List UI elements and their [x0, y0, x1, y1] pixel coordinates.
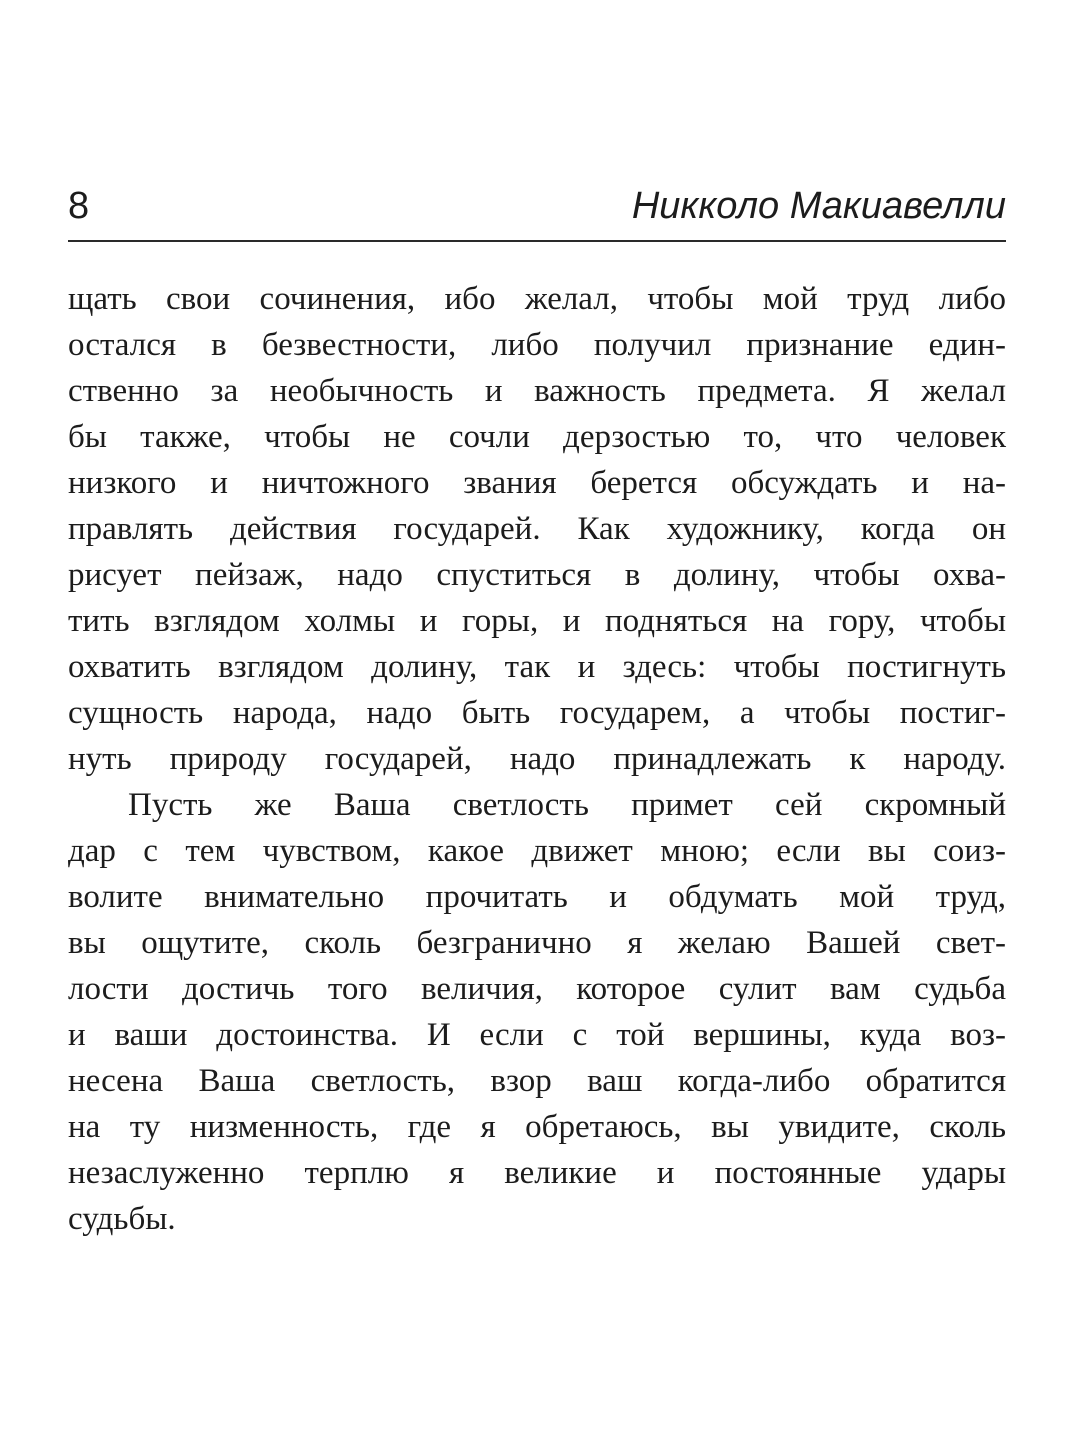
text-line: вы ощутите, сколь безгранично я желаю Вашей свет- [68, 925, 1006, 961]
text-line: и ваши достоинства. И если с той вершины, куда воз- [68, 1017, 1006, 1053]
text-line: дар с тем чувством, какое движет мною; если вы соиз- [68, 833, 1006, 869]
text-line: нуть природу государей, надо принадлежать к народу. [68, 741, 1006, 777]
paragraph-2 [68, 782, 1006, 1242]
text-line: тить взглядом холмы и горы, и подняться на гору, чтобы [68, 603, 1006, 639]
text-line: рисует пейзаж, надо спуститься в долину, чтобы охва- [68, 557, 1006, 593]
paragraph-1 [68, 276, 1006, 782]
text-line: судьбы. [68, 1201, 176, 1237]
text-line: остался в безвестности, либо получил признание един- [68, 327, 1006, 363]
text-line: щать свои сочинения, ибо желал, чтобы мой труд либо [68, 281, 1006, 317]
text-line: охватить взглядом долину, так и здесь: чтобы постигнуть [68, 649, 1006, 685]
text-line: низкого и ничтожного звания берется обсуждать и на- [68, 465, 1006, 501]
running-header-author: Никколо Макиавелли [631, 185, 1006, 227]
running-header [68, 178, 1006, 242]
body-text [68, 276, 1006, 1242]
text-line: ственно за необычность и важность предмета. Я желал [68, 373, 1006, 409]
text-line: волите внимательно прочитать и обдумать мой труд, [68, 879, 1006, 915]
text-line: несена Ваша светлость, взор ваш когда-либо обратится [68, 1063, 1006, 1099]
text-line: на ту низменность, где я обретаюсь, вы увидите, сколь [68, 1109, 1006, 1145]
text-line: бы также, чтобы не сочли дерзостью то, что человек [68, 419, 1006, 455]
text-line: незаслуженно терплю я великие и постоянные удары [68, 1155, 1006, 1191]
page-number: 8 [68, 185, 90, 227]
text-line: сущность народа, надо быть государем, а чтобы постиг- [68, 695, 1006, 731]
text-line: Пусть же Ваша светлость примет сей скромный [128, 787, 1006, 823]
text-line: правлять действия государей. Как художнику, когда он [68, 511, 1006, 547]
text-line: лости достичь того величия, которое сулит вам судьба [68, 971, 1006, 1007]
